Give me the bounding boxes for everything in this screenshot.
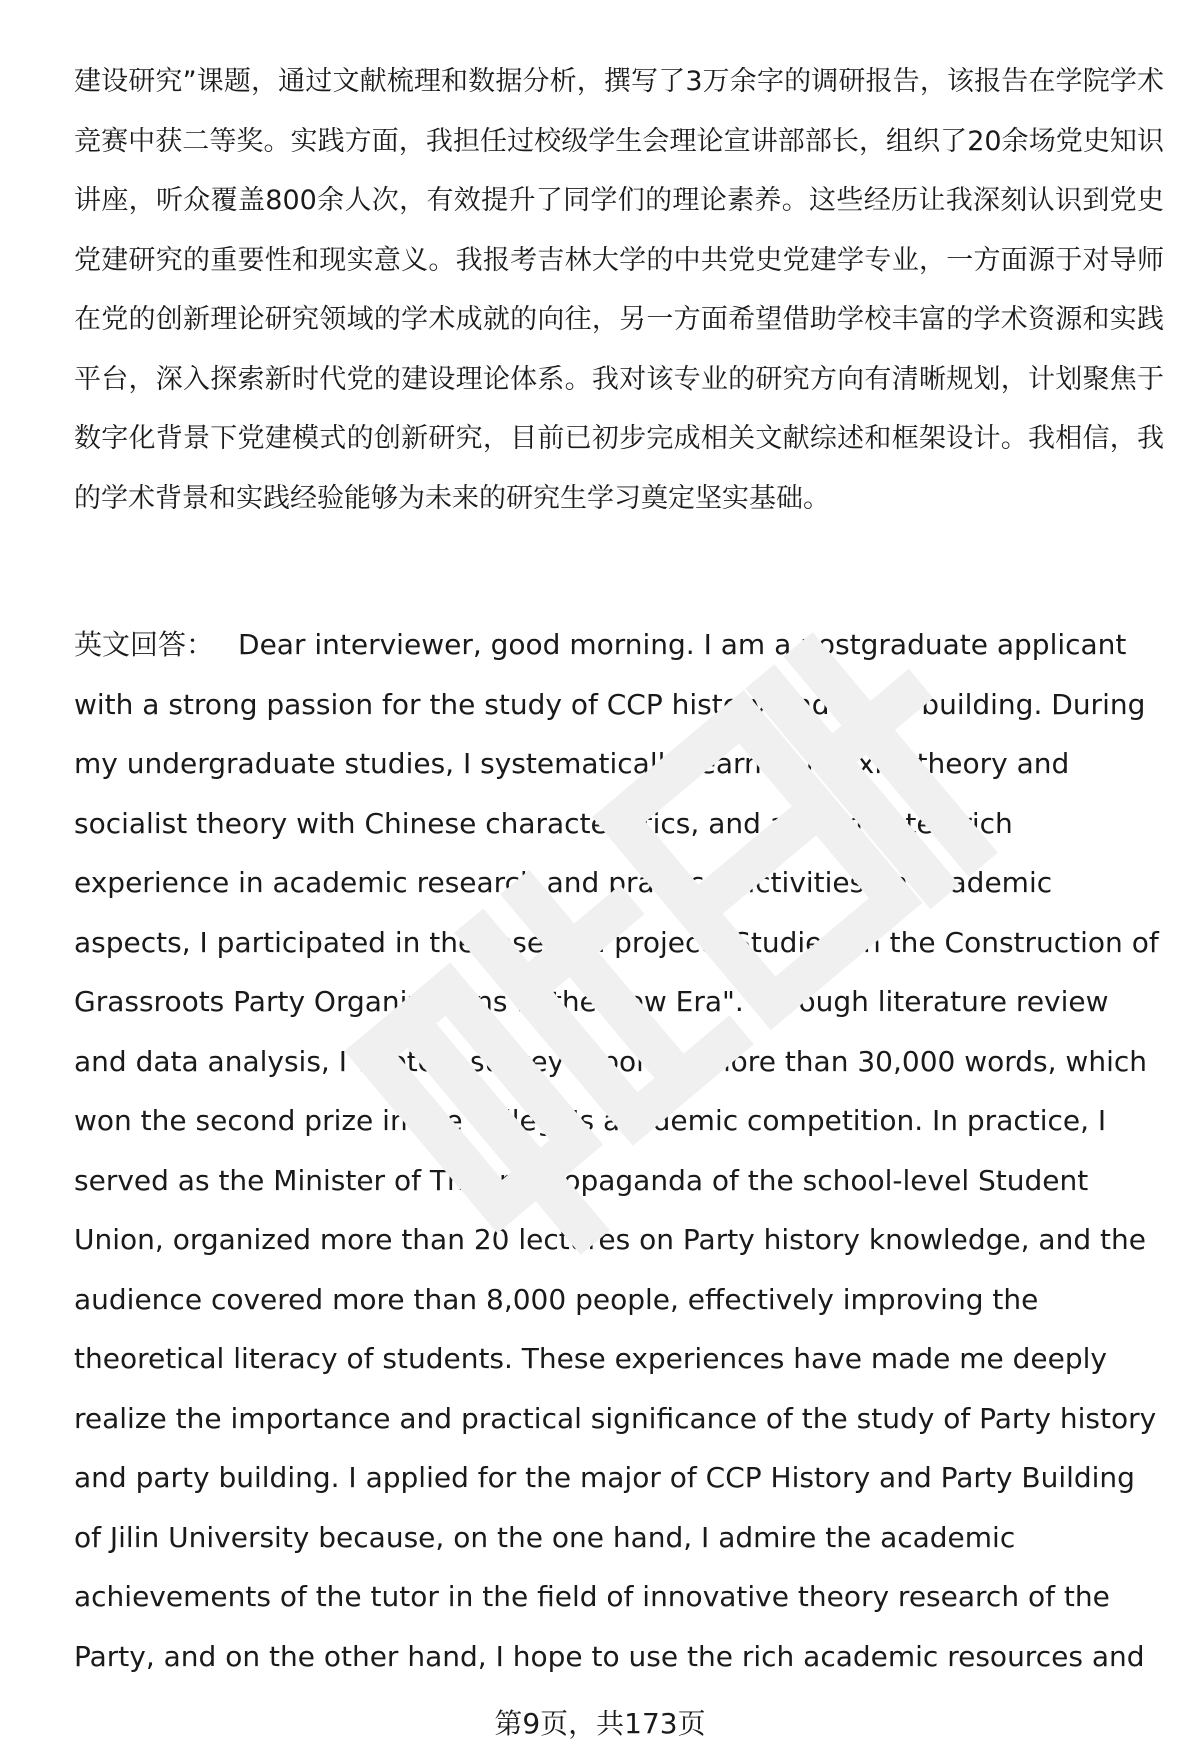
english-answer-label: 英文回答：	[74, 628, 215, 661]
page-number: 第9页，共173页	[494, 1707, 706, 1740]
english-answer-paragraph	[74, 615, 1164, 1686]
english-answer-text: Dear interviewer, good morning. I am a postgraduate applicant with a strong passion for the study of CCP history and party building. During my undergraduate studies, I systematically learned Marxist theory and socialist theory with Chinese characteristics, and accumulated rich experience in academic research and practical activities. In academic aspects, I participated in the research project "Studies on the Construction of Grassroots Party Organizations in the New Era". Through literature review and data analysis, I wrote a survey report of more than 30,000 words, which won the second prize in the college's academic competition. In practice, I served as the Minister of Theory Propaganda of the school-level Student Union, organized more than 20 lectures on Party history knowledge, and the audience covered more than 8,000 people, effectively improving the theoretical literacy of students. These experiences have made me deeply realize the importance and practical significance of the study of Party history and party building. I applied for the major of CCP History and Party Building of Jilin University because, on the one hand, I admire the academic achievements of the tutor in the field of innovative theory research of the Party, and on the other hand, I hope to use the rich academic resources and	[74, 628, 1159, 1673]
chinese-answer-paragraph: 建设研究”课题，通过文献梳理和数据分析，撰写了3万余字的调研报告，该报告在学院学术竞赛中获二等奖。实践方面，我担任过校级学生会理论宣讲部部长，组织了20余场党史知识讲座，听众覆盖800余人次，有效提升了同学们的理论素养。这些经历让我深刻认识到党史党建研究的重要性和现实意义。我报考吉林大学的中共党史党建学专业，一方面源于对导师在党的创新理论研究领域的学术成就的向往，另一方面希望借助学校丰富的学术资源和实践平台，深入探索新时代党的建设理论体系。我对该专业的研究方向有清晰规划，计划聚焦于数字化背景下党建模式的创新研究，目前已初步完成相关文献综述和框架设计。我相信，我的学术背景和实践经验能够为未来的研究生学习奠定坚实基础。	[74, 66, 1164, 514]
